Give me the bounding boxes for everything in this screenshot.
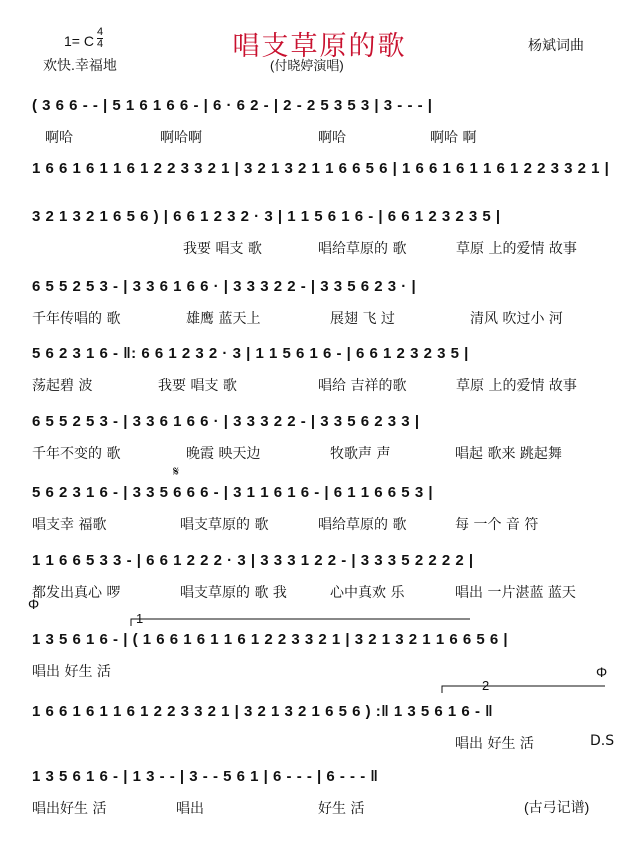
meter-bottom: 4 bbox=[97, 38, 104, 50]
lyric-phrase: 牧歌声 声 bbox=[330, 446, 391, 462]
lyric-phrase: 唱出 好生 活 bbox=[32, 664, 111, 680]
score-row-notes: 5 6 2 3 1 6 - | 3 3 5 6 6 6 - | 3 1 1 6 1 6 - | 6 1 1 6 6 5 3 | bbox=[32, 484, 434, 501]
lyric-phrase: 都发出真心 啰 bbox=[32, 585, 121, 601]
score-row-notes: 6 5 5 2 5 3 - | 3 3 6 1 6 6 · | 3 3 3 2 2 - | 3 3 5 6 2 3 3 | bbox=[32, 413, 420, 430]
lyric-phrase: 晚霞 映天边 bbox=[186, 446, 261, 462]
lyric-phrase: 展翅 飞 过 bbox=[330, 311, 395, 327]
lyric-phrase: 唱支草原的 歌 bbox=[180, 517, 269, 533]
performer-credit: (付晓婷演唱) bbox=[270, 58, 344, 73]
song-title: 唱支草原的歌 bbox=[232, 31, 407, 62]
lyric-phrase: 啊哈啊 bbox=[160, 130, 202, 146]
lyric-phrase: 啊哈 bbox=[318, 130, 346, 146]
lyric-phrase: 唱给草原的 歌 bbox=[318, 241, 407, 257]
score-row-notes: 1 6 6 1 6 1 1 6 1 2 2 3 3 2 1 | 3 2 1 3 2 1 1 6 6 5 6 | 1 6 6 1 6 1 1 6 1 2 2 3 3 2 1 | bbox=[32, 160, 610, 177]
lyric-phrase: 草原 上的爱情 故事 bbox=[456, 241, 577, 257]
lyric-phrase: 我要 唱支 歌 bbox=[158, 378, 237, 394]
lyric-phrase: 唱支幸 福歌 bbox=[32, 517, 107, 533]
segno-icon: 𝄋 bbox=[173, 463, 180, 479]
lyric-phrase: 唱给 吉祥的歌 bbox=[318, 378, 407, 394]
first-ending-number: 1 bbox=[136, 611, 144, 626]
lyric-phrase: 唱支草原的 歌 我 bbox=[180, 585, 287, 601]
first-ending-bracket bbox=[131, 619, 470, 626]
lyric-phrase: 唱出好生 活 bbox=[32, 801, 107, 817]
lyric-phrase: 每 一个 音 符 bbox=[455, 517, 539, 533]
second-ending-bracket bbox=[442, 686, 605, 693]
meter-top: 4 bbox=[97, 26, 104, 38]
lyric-phrase: 啊哈 啊 bbox=[430, 130, 477, 146]
lyric-phrase: 我要 唱支 歌 bbox=[183, 241, 262, 257]
lyric-phrase: 清风 吹过小 河 bbox=[470, 311, 563, 327]
lyric-phrase: 草原 上的爱情 故事 bbox=[456, 378, 577, 394]
lyric-phrase: 好生 活 bbox=[318, 801, 365, 817]
score-row-notes: 1 3 5 6 1 6 - | 1 3 - - | 3 - - 5 6 1 | 6 - - - | 6 - - - ‖ bbox=[32, 768, 379, 785]
tempo-marking: 欢快.幸福地 bbox=[43, 57, 117, 73]
transcriber-credit: (古弓记谱) bbox=[524, 799, 590, 815]
lyric-phrase: 唱给草原的 歌 bbox=[318, 517, 407, 533]
score-row-notes: 1 6 6 1 6 1 1 6 1 2 2 3 3 2 1 | 3 2 1 3 2 1 6 5 6 ) :‖ 1 3 5 6 1 6 - ‖ bbox=[32, 703, 494, 720]
score-row-notes: 1 1 6 6 5 3 3 - | 6 6 1 2 2 2 · 3 | 3 3 3 1 2 2 - | 3 3 3 5 2 2 2 2 | bbox=[32, 552, 474, 569]
score-row-notes: 3 2 1 3 2 1 6 5 6 ) | 6 6 1 2 3 2 · 3 | 1 1 5 6 1 6 - | 6 6 1 2 3 2 3 5 | bbox=[32, 208, 501, 225]
lyric-phrase: 荡起碧 波 bbox=[32, 378, 93, 394]
score-row-notes: 6 5 5 2 5 3 - | 3 3 6 1 6 6 · | 3 3 3 2 2 - | 3 3 5 6 2 3 · | bbox=[32, 278, 417, 295]
lyric-phrase: 千年传唱的 歌 bbox=[32, 311, 121, 327]
coda-icon: Φ bbox=[28, 596, 40, 612]
lyric-phrase: 唱起 歌来 跳起舞 bbox=[455, 446, 562, 462]
lyric-phrase: 唱出 bbox=[176, 801, 204, 817]
lyric-phrase: 唱出 好生 活 bbox=[455, 736, 534, 752]
lyric-phrase: 雄鹰 蓝天上 bbox=[186, 311, 261, 327]
lyric-phrase: 唱出 一片湛蓝 蓝天 bbox=[455, 585, 576, 601]
score-row-notes: 1 3 5 6 1 6 - | ( 1 6 6 1 6 1 1 6 1 2 2 3 3 2 1 | 3 2 1 3 2 1 1 6 6 5 6 | bbox=[32, 631, 509, 648]
lyric-phrase: D.S bbox=[590, 733, 615, 749]
key-signature: 1= C bbox=[64, 33, 94, 49]
lyric-phrase: 啊哈 bbox=[45, 130, 73, 146]
lyric-phrase: 千年不变的 歌 bbox=[32, 446, 121, 462]
score-row-notes: ( 3 6 6 - - | 5 1 6 1 6 6 - | 6 · 6 2 - | 2 - 2 5 3 5 3 | 3 - - - | bbox=[32, 97, 433, 114]
coda-icon-2: Φ bbox=[596, 664, 608, 680]
second-ending-number: 2 bbox=[482, 678, 490, 693]
lyric-phrase: 心中真欢 乐 bbox=[330, 585, 405, 601]
score-row-notes: 5 6 2 3 1 6 - ‖: 6 6 1 2 3 2 · 3 | 1 1 5 6 1 6 - | 6 6 1 2 3 2 3 5 | bbox=[32, 345, 469, 362]
composer-credit: 杨斌词曲 bbox=[528, 37, 584, 53]
